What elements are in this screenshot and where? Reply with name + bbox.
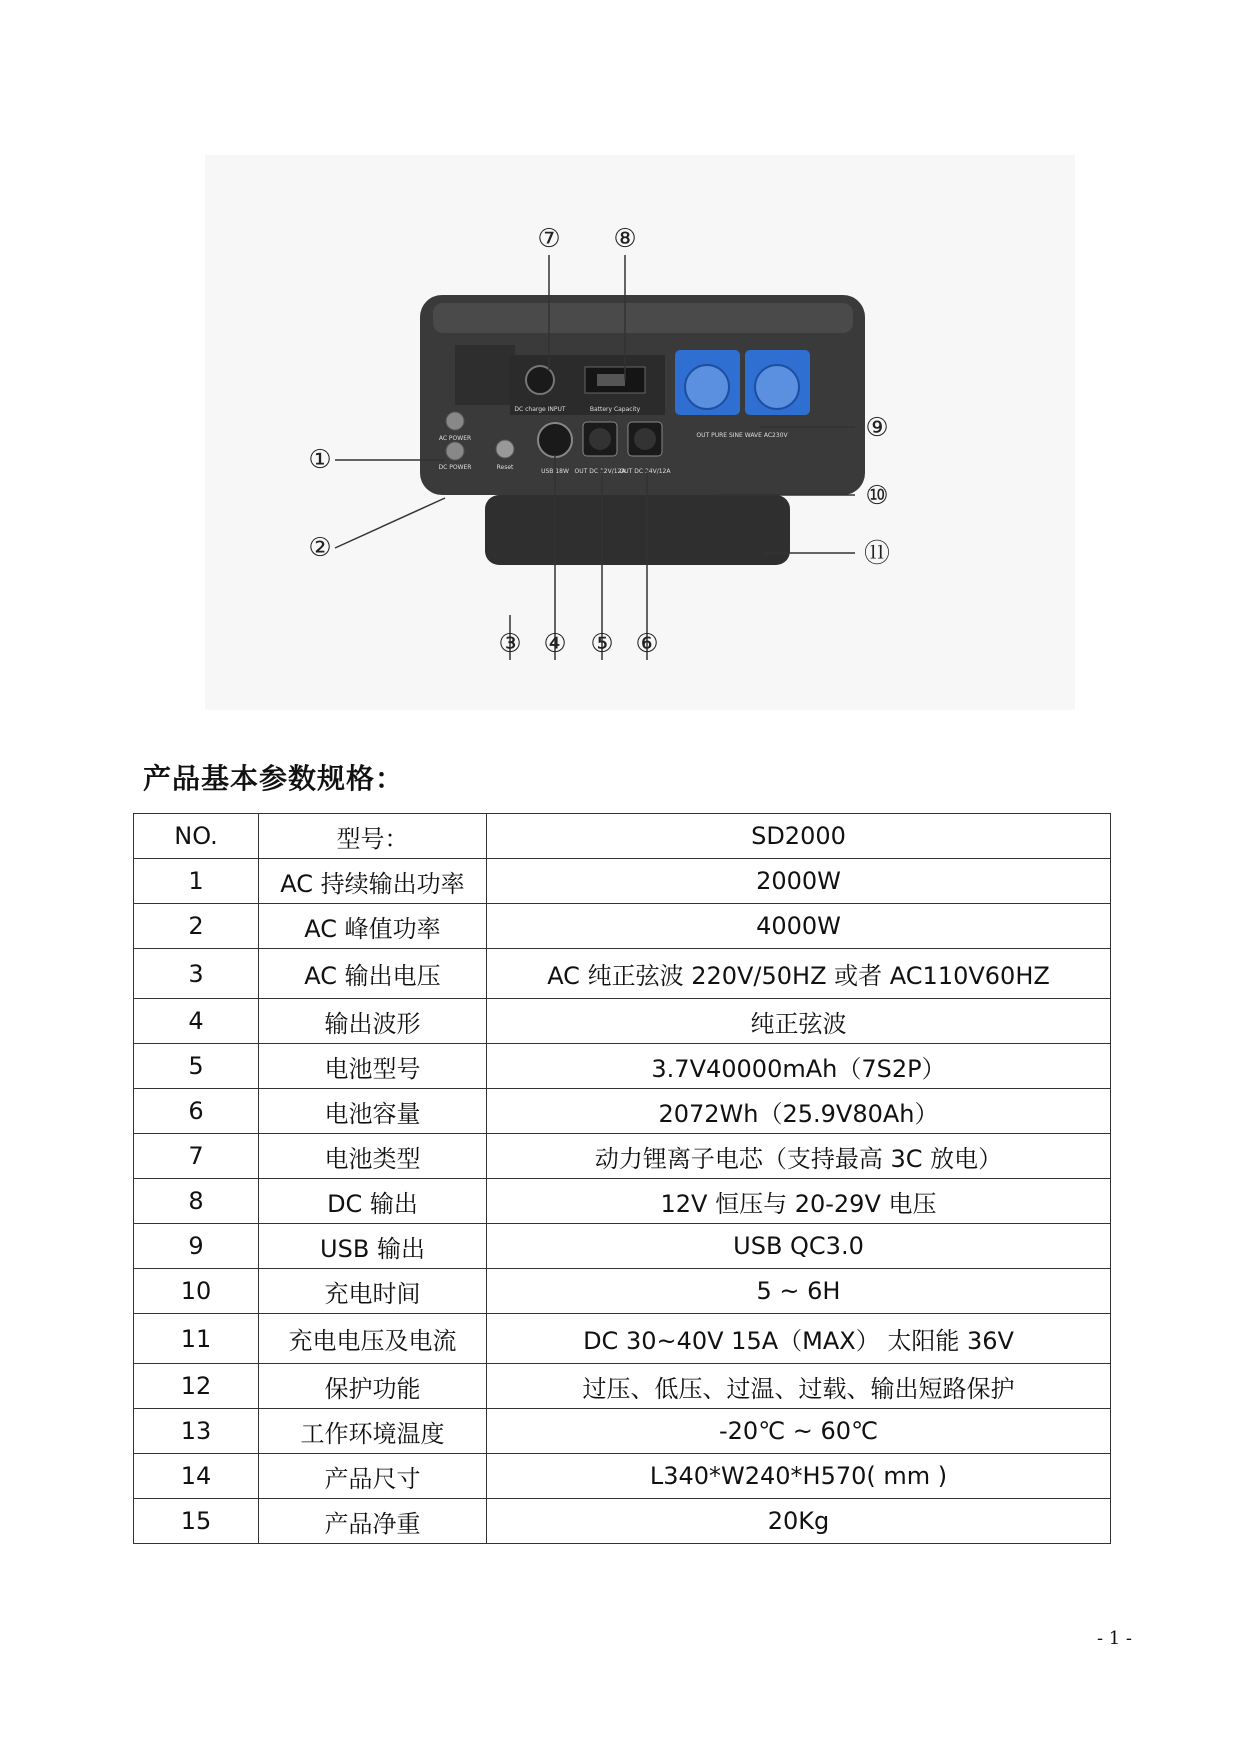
ac-power-label: AC POWER (438, 435, 472, 442)
row-value: 2072Wh（25.9V80Ah） (487, 1089, 1111, 1134)
row-parameter: DC 输出 (259, 1179, 487, 1224)
row-number: 5 (134, 1044, 259, 1089)
table-row (134, 1179, 1111, 1224)
row-number: 4 (134, 999, 259, 1044)
row-parameter: 电池型号 (259, 1044, 487, 1089)
table-row (134, 999, 1111, 1044)
row-value: 12V 恒压与 20-29V 电压 (487, 1179, 1111, 1224)
row-value: USB QC3.0 (487, 1224, 1111, 1269)
ac-socket-1-face (685, 365, 729, 409)
row-value: 纯正弦波 (487, 999, 1111, 1044)
page-number: - 1 - (1096, 1628, 1132, 1649)
header-no: NO. (134, 814, 259, 859)
table-row (134, 859, 1111, 904)
dc-power-button (446, 442, 464, 460)
row-number: 13 (134, 1409, 259, 1454)
callout-3: ③ (498, 629, 522, 659)
row-number: 15 (134, 1499, 259, 1544)
row-number: 14 (134, 1454, 259, 1499)
row-number: 12 (134, 1364, 259, 1409)
row-value: 4000W (487, 904, 1111, 949)
row-value: AC 纯正弦波 220V/50HZ 或者 AC110V60HZ (487, 949, 1111, 999)
table-row (134, 1044, 1111, 1089)
row-number: 3 (134, 949, 259, 999)
spec-table (133, 813, 1111, 1544)
row-parameter: 电池容量 (259, 1089, 487, 1134)
row-parameter: 输出波形 (259, 999, 487, 1044)
callout-7: ⑦ (537, 224, 561, 254)
power-station-diagram (205, 155, 1075, 710)
reset-label: Reset (496, 464, 514, 471)
row-number: 7 (134, 1134, 259, 1179)
row-value: 5 ~ 6H (487, 1269, 1111, 1314)
row-parameter: 保护功能 (259, 1364, 487, 1409)
dc-out-port-1-socket (589, 428, 611, 450)
table-row (134, 1134, 1111, 1179)
row-parameter: 电池类型 (259, 1134, 487, 1179)
row-number: 9 (134, 1224, 259, 1269)
table-header-row (134, 814, 1111, 859)
row-number: 6 (134, 1089, 259, 1134)
device-base (485, 495, 790, 565)
row-number: 2 (134, 904, 259, 949)
callout-9: ⑨ (865, 413, 889, 443)
product-figure (205, 155, 1075, 710)
usb-port (538, 423, 572, 457)
row-parameter: AC 持续输出功率 (259, 859, 487, 904)
row-value: 2000W (487, 859, 1111, 904)
table-row (134, 949, 1111, 999)
ac-out-label: OUT PURE SINE WAVE AC230V (696, 432, 788, 439)
leader-2 (335, 498, 445, 548)
header-model-value: SD2000 (487, 814, 1111, 859)
callout-10: ⑩ (865, 481, 889, 511)
callout-1: ① (308, 445, 332, 475)
dc-charge-input-port (526, 366, 554, 394)
row-parameter: AC 输出电压 (259, 949, 487, 999)
ac-power-button (446, 412, 464, 430)
table-row (134, 1089, 1111, 1134)
row-parameter: USB 输出 (259, 1224, 487, 1269)
row-number: 1 (134, 859, 259, 904)
usb-label: USB 18W (541, 468, 569, 475)
callout-11: ⑪ (863, 539, 891, 569)
callout-8: ⑧ (613, 224, 637, 254)
reset-button (496, 440, 514, 458)
row-parameter: 产品尺寸 (259, 1454, 487, 1499)
table-row (134, 1314, 1111, 1364)
row-value: -20℃ ~ 60℃ (487, 1409, 1111, 1454)
header-model-label: 型号： (259, 814, 487, 859)
ac-socket-2-face (755, 365, 799, 409)
row-value: 动力锂离子电芯（支持最高 3C 放电） (487, 1134, 1111, 1179)
row-number: 11 (134, 1314, 259, 1364)
dc-out-2-label: OUT DC 24V/12A (619, 468, 671, 475)
table-row (134, 904, 1111, 949)
callout-2: ② (308, 533, 332, 563)
row-number: 10 (134, 1269, 259, 1314)
section-title: 产品基本参数规格： (143, 762, 405, 795)
row-parameter: 充电电压及电流 (259, 1314, 487, 1364)
table-row (134, 1224, 1111, 1269)
row-value: DC 30~40V 15A（MAX） 太阳能 36V (487, 1314, 1111, 1364)
table-row (134, 1269, 1111, 1314)
battery-capacity-label: Battery Capacity (589, 406, 641, 413)
device-handle-left (455, 345, 515, 405)
row-value: 过压、低压、过温、过载、输出短路保护 (487, 1364, 1111, 1409)
dc-charge-input-label: DC charge INPUT (514, 406, 566, 413)
table-row (134, 1364, 1111, 1409)
callout-6: ⑥ (635, 629, 659, 659)
table-row (134, 1499, 1111, 1544)
table-row (134, 1409, 1111, 1454)
row-parameter: 充电时间 (259, 1269, 487, 1314)
device-top-rim (433, 303, 853, 333)
row-parameter: 工作环境温度 (259, 1409, 487, 1454)
battery-display-screen (597, 374, 625, 386)
callout-5: ⑤ (590, 629, 614, 659)
row-value: 20Kg (487, 1499, 1111, 1544)
dc-out-port-2-socket (634, 428, 656, 450)
row-number: 8 (134, 1179, 259, 1224)
row-parameter: 产品净重 (259, 1499, 487, 1544)
row-value: L340*W240*H570( mm ) (487, 1454, 1111, 1499)
row-parameter: AC 峰值功率 (259, 904, 487, 949)
dc-power-label: DC POWER (438, 464, 472, 471)
callout-4: ④ (543, 629, 567, 659)
dc-out-1-label: OUT DC 12V/12A (574, 468, 626, 475)
table-row (134, 1454, 1111, 1499)
row-value: 3.7V40000mAh（7S2P） (487, 1044, 1111, 1089)
